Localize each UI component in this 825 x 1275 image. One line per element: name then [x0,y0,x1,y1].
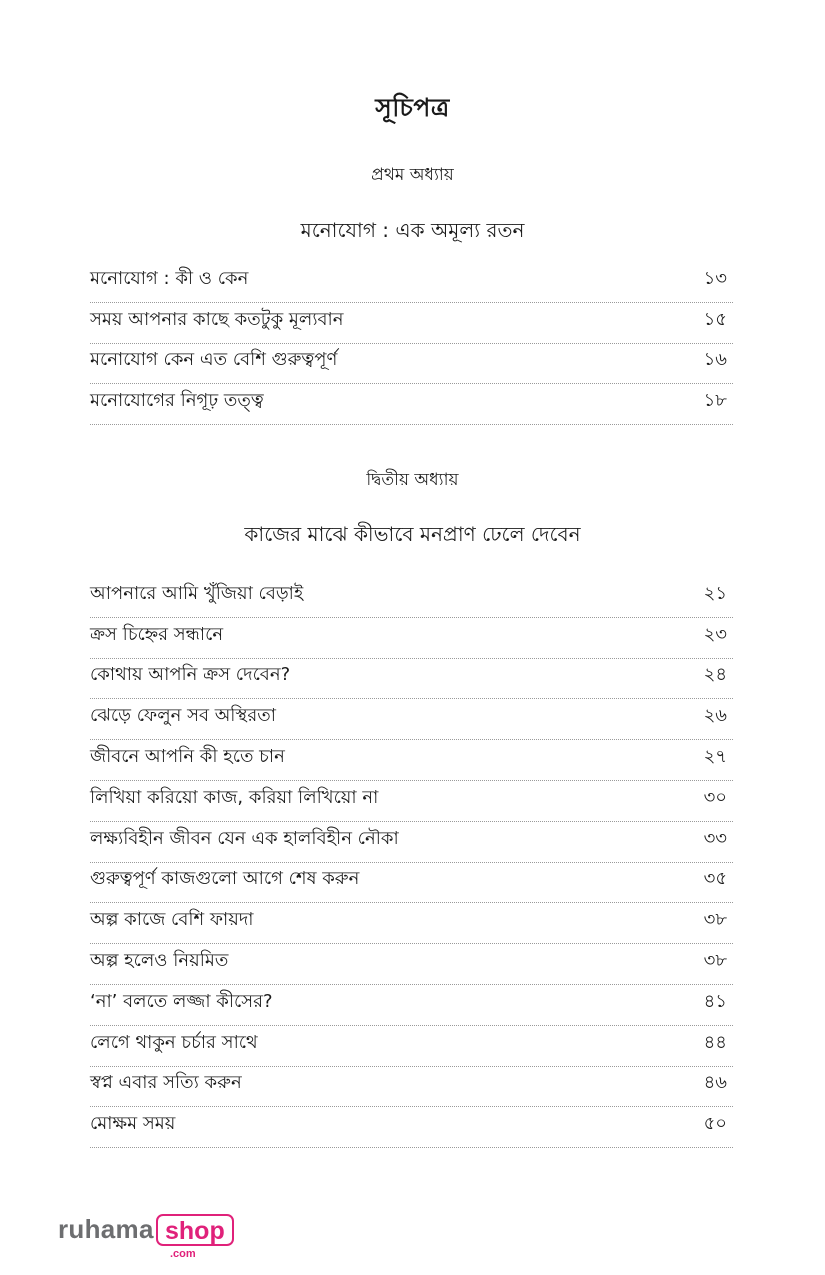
toc-row[interactable] [90,262,733,303]
toc-item-page: ৫০ [703,1113,727,1135]
toc-item-page: ১৮ [703,390,727,412]
toc-row[interactable] [90,303,733,344]
toc-row[interactable] [90,1107,733,1148]
toc-item-title: গুরুত্বপূর্ণ কাজগুলো আগে শেষ করুন [90,868,360,890]
logo-text-ruhama: ruhama [58,1214,154,1244]
logo-text-shop: shop [156,1214,234,1246]
toc-item-title: আপনারে আমি খুঁজিয়া বেড়াই [90,582,304,604]
toc-row[interactable] [90,985,733,1026]
toc-item-title: অল্প হলেও নিয়মিত [90,949,229,971]
toc-row[interactable] [90,822,733,863]
toc-item-title: মনোযোগের নিগূঢ় তত্ত্ব [90,390,264,412]
toc-item-title: স্বপ্ন এবার সত্যি করুন [90,1072,242,1094]
toc-item-page: ২৪ [703,664,727,686]
toc-item-page: ৩৩ [703,827,727,849]
toc-item-title: লিখিয়া করিয়ো কাজ, করিয়া লিখিয়ো না [90,786,379,808]
toc-row[interactable] [90,1067,733,1108]
toc-row[interactable] [90,903,733,944]
toc-item-page: ১৬ [703,349,727,371]
toc-row[interactable] [90,344,733,385]
toc-item-title: সময় আপনার কাছে কতটুকু মূল্যবান [90,308,344,330]
chapter-1-title: মনোযোগ : এক অমূল্য রতন [300,218,525,242]
toc-item-title: মনোযোগ কেন এত বেশি গুরুত্বপূর্ণ [90,349,338,371]
toc-item-page: ৩০ [703,786,727,808]
toc-item-title: লক্ষ্যবিহীন জীবন যেন এক হালবিহীন নৌকা [90,827,399,849]
toc-row[interactable] [90,1026,733,1067]
ruhamashop-logo [58,1212,258,1262]
toc-item-title: ‘না’ বলতে লজ্জা কীসের? [90,990,273,1012]
toc-item-page: ২১ [703,582,727,604]
toc-item-page: ৩৫ [703,868,727,890]
toc-row[interactable] [90,740,733,781]
page-title: সূচিপত্র [375,93,450,122]
toc-item-title: মোক্ষম সময় [90,1113,176,1135]
toc-item-title: অল্প কাজে বেশি ফায়দা [90,909,254,931]
toc-row[interactable] [90,659,733,700]
toc-item-page: ২৩ [703,623,727,645]
chapter-2-title: কাজের মাঝে কীভাবে মনপ্রাণ ঢেলে দেবেন [244,522,581,546]
toc-item-title: ঝেড়ে ফেলুন সব অস্থিরতা [90,705,276,727]
toc-item-page: ১৫ [703,308,727,330]
chapter-2-label: দ্বিতীয় অধ্যায় [366,470,459,490]
toc-row[interactable] [90,699,733,740]
chapter-1-label: প্রথম অধ্যায় [371,165,454,185]
chapter-1-toc [90,262,733,425]
toc-item-page: ৩৮ [703,949,727,971]
toc-row[interactable] [90,781,733,822]
toc-row[interactable] [90,384,733,425]
toc-item-page: ৩৮ [703,909,727,931]
logo-text-dotcom: .com [170,1248,196,1260]
toc-row[interactable] [90,863,733,904]
chapter-2-toc [90,577,733,1148]
toc-row[interactable] [90,944,733,985]
toc-item-title: মনোযোগ : কী ও কেন [90,267,249,289]
toc-item-title: ক্রস চিহ্নের সন্ধানে [90,623,224,645]
toc-row[interactable] [90,618,733,659]
toc-item-page: ৪১ [703,990,727,1012]
toc-item-title: লেগে থাকুন চর্চার সাথে [90,1031,258,1053]
toc-item-page: ২৭ [703,745,727,767]
toc-item-page: ৪৪ [703,1031,727,1053]
toc-item-title: কোথায় আপনি ক্রস দেবেন? [90,664,291,686]
toc-item-page: ২৬ [703,705,727,727]
toc-item-page: ১৩ [703,267,727,289]
toc-item-title: জীবনে আপনি কী হতে চান [90,745,285,767]
toc-row[interactable] [90,577,733,618]
toc-item-page: ৪৬ [703,1072,727,1094]
